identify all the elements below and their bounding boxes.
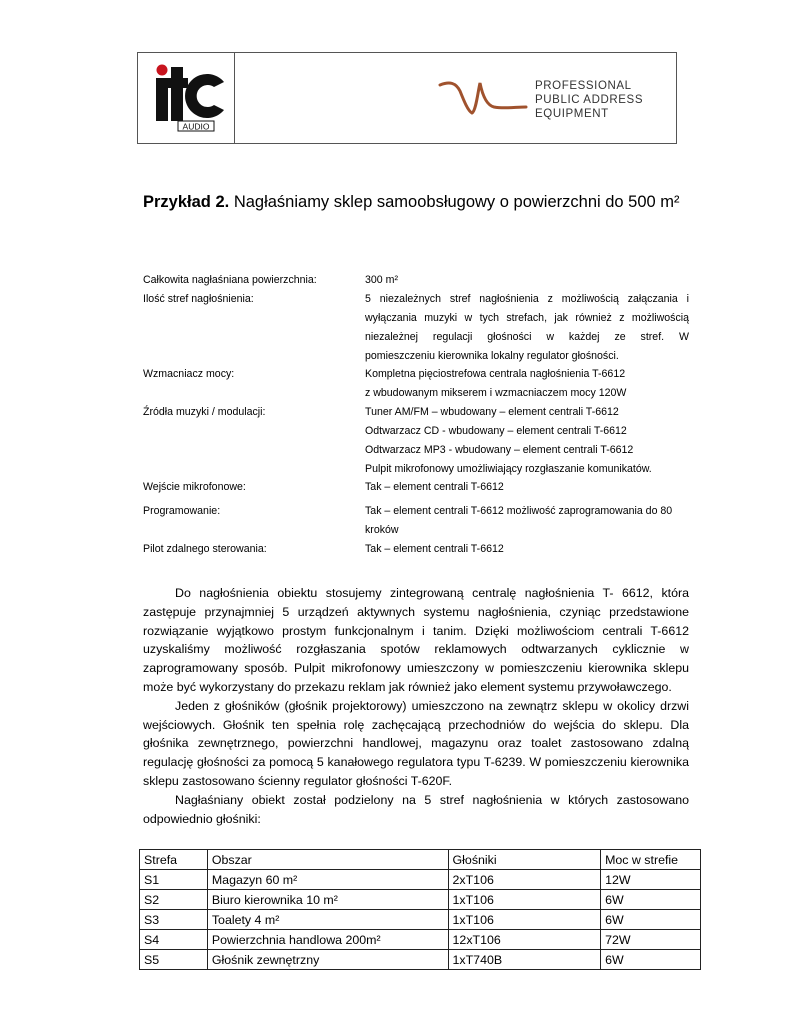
spec-value: [365, 365, 689, 403]
spec-line: Odtwarzacz MP3 - wbudowany – element centrali T-6612: [365, 444, 634, 456]
spec-value: [365, 478, 689, 497]
table-row: [140, 930, 701, 950]
table-cell: 12W: [601, 870, 701, 890]
spec-line: kroków: [365, 524, 399, 536]
table-cell: 6W: [601, 910, 701, 930]
header-divider: [234, 53, 235, 143]
paragraph: Jeden z głośników (głośnik projektorowy) umieszczono na zewnątrz sklepu w okolicy drzwi wejściowych. Głośnik ten spełnia rolę zachęcającą przechodniów do wejścia do sklepu. Dla głośnika zewnętrznego, powierzchni handlowej, magazynu oraz toalet zastosowano zdalną regulację głośności za pomocą 5 kanałowego regulatora typu T-6239. W pomieszczeniu kierownika sklepu zastosowano ścienny regulator głośności T-620F.: [143, 698, 689, 788]
table-cell: 1xT740B: [448, 950, 601, 970]
document-header: [137, 52, 677, 144]
table-row: [140, 910, 701, 930]
table-header-row: [140, 850, 701, 870]
table-cell: S4: [140, 930, 208, 950]
spec-line: Tak – element centrali T-6612 możliwość zaprogramowania do 80: [365, 505, 673, 517]
spec-label: Ilość stref nagłośnienia:: [143, 293, 254, 305]
table-cell: 12xT106: [448, 930, 601, 950]
spec-value: [365, 403, 689, 479]
spec-value: [365, 290, 689, 366]
spec-value: [365, 271, 689, 290]
spec-label: Całkowita nagłaśniana powierzchnia:: [143, 274, 317, 286]
spec-label: Źródła muzyki / modulacji:: [143, 406, 266, 418]
spec-line: niezależnej regulacji głośności w każdej ze stref. W: [365, 331, 689, 343]
spec-label: Pilot zdalnego sterowania:: [143, 543, 267, 555]
table-cell: S3: [140, 910, 208, 930]
spec-line: z wbudowanym mikserem i wzmacniaczem mocy 120W: [365, 387, 627, 399]
page-title: [143, 180, 691, 224]
column-header: Obszar: [207, 850, 448, 870]
table-cell: S2: [140, 890, 208, 910]
spec-line: Tak – element centrali T-6612: [365, 543, 504, 555]
table-cell: S5: [140, 950, 208, 970]
table-cell: 6W: [601, 890, 701, 910]
spec-value: [365, 502, 689, 540]
column-header: Strefa: [140, 850, 208, 870]
waveform-icon: [438, 77, 528, 117]
spec-label: Wejście mikrofonowe:: [143, 481, 246, 493]
tagline-line: EQUIPMENT: [535, 108, 609, 120]
table-cell: 6W: [601, 950, 701, 970]
table-cell: Toalety 4 m²: [207, 910, 448, 930]
column-header: Głośniki: [448, 850, 601, 870]
spec-line: Pulpit mikrofonowy umożliwiający rozgłaszanie komunikatów.: [365, 463, 652, 475]
table-cell: 1xT106: [448, 890, 601, 910]
table-cell: S1: [140, 870, 208, 890]
title-prefix: Przykład 2.: [143, 193, 230, 211]
body-text: [143, 584, 689, 828]
paragraph: Do nagłośnienia obiektu stosujemy zintegrowaną centralę nagłośnienia T- 6612, która zastępuje przynajmniej 5 urządzeń aktywnych systemu nagłośnienia, czyniąc przedstawione rozwiązanie wyjątkowo prostym funkcjonalnym i tanim. Dzięki możliwościom centrali T-6612 uzyskaliśmy możliwość rozgłaszania spotów reklamowych odtwarzanych cyklicznie w zaprogramowany sposób. Pulpit mikrofonowy umieszczony w pomieszczeniu kierownika sklepu może być wykorzystany do przekazu reklam jak również jako element systemu przywoławczego.: [143, 586, 689, 694]
spec-line: Tak – element centrali T-6612: [365, 481, 504, 493]
table-row: [140, 890, 701, 910]
table-row: [140, 870, 701, 890]
spec-line: pomieszczeniu kierownika lokalny regulator głośności.: [365, 350, 619, 362]
table-cell: 2xT106: [448, 870, 601, 890]
spec-line: 300 m²: [365, 274, 398, 286]
spec-line: wyłączania muzyki w tych strefach, jak również z możliwością: [365, 312, 689, 324]
spec-line: Tuner AM/FM – wbudowany – element centrali T-6612: [365, 406, 619, 418]
itc-audio-logo: [152, 61, 228, 133]
tagline: [535, 79, 643, 121]
table-cell: 72W: [601, 930, 701, 950]
spec-line: Odtwarzacz CD - wbudowany – element centrali T-6612: [365, 425, 627, 437]
spec-label: Wzmacniacz mocy:: [143, 368, 235, 380]
tagline-line: PROFESSIONAL: [535, 80, 632, 92]
column-header: Moc w strefie: [601, 850, 701, 870]
spec-line: 5 niezależnych stref nagłośnienia z możliwością załączania i: [365, 293, 689, 305]
table-cell: Powierzchnia handlowa 200m²: [207, 930, 448, 950]
table-row: [140, 950, 701, 970]
title-text: Nagłaśniamy sklep samoobsługowy o powierzchni do 500 m²: [233, 193, 680, 211]
paragraph: Nagłaśniany obiekt został podzielony na 5 stref nagłośnienia w których zastosowano odpowiednio głośniki:: [143, 792, 689, 826]
table-cell: Magazyn 60 m²: [207, 870, 448, 890]
logo-sub-text: AUDIO: [182, 121, 210, 132]
spec-label: Programowanie:: [143, 505, 221, 517]
spec-line: Kompletna pięciostrefowa centrala nagłośnienia T-6612: [365, 368, 626, 380]
table-cell: Głośnik zewnętrzny: [207, 950, 448, 970]
table-cell: 1xT106: [448, 910, 601, 930]
spec-value: [365, 540, 689, 559]
table-cell: Biuro kierownika 10 m²: [207, 890, 448, 910]
tagline-line: PUBLIC ADDRESS: [535, 94, 644, 106]
zones-table: [139, 849, 701, 970]
